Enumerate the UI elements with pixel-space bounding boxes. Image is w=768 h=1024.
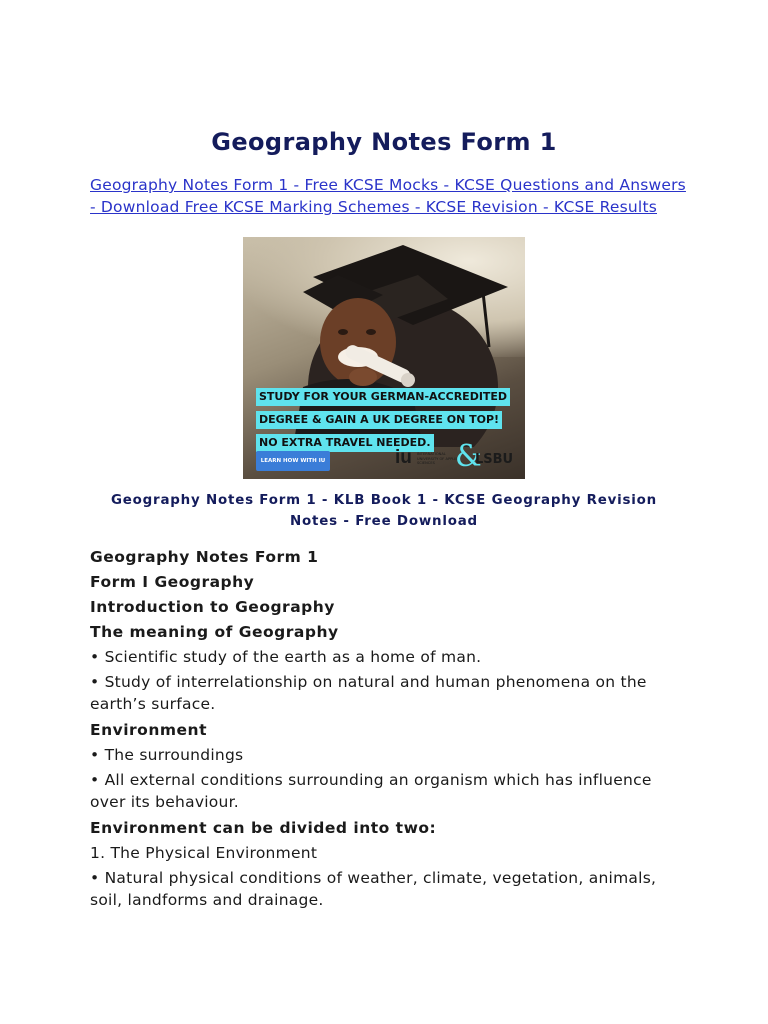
- ad-cta-button[interactable]: LEARN HOW WITH IU: [256, 451, 330, 471]
- ampersand-logo-mark: &: [455, 439, 482, 474]
- ad-tagline-line: NO EXTRA TRAVEL NEEDED.: [256, 434, 434, 452]
- bullet-paragraph: • Natural physical conditions of weather, climate, vegetation, animals, soil, landforms and drainage.: [90, 869, 657, 909]
- bullet-paragraph: • The surroundings: [90, 746, 244, 764]
- numbered-paragraph: 1. The Physical Environment: [90, 844, 318, 862]
- iu-logo: iu: [395, 447, 412, 468]
- section-heading: Environment: [90, 721, 207, 739]
- section-heading: Introduction to Geography: [90, 598, 335, 616]
- notes-content: [90, 545, 680, 914]
- ad-tagline-line: STUDY FOR YOUR GERMAN-ACCREDITED: [256, 388, 510, 406]
- bullet-paragraph: • Scientific study of the earth as a home of man.: [90, 648, 482, 666]
- bullet-paragraph: • All external conditions surrounding an organism which has influence over its behaviour.: [90, 771, 652, 811]
- iu-logo-subtitle: INTERNATIONAL UNIVERSITY OF APPLIED SCIENCES: [417, 452, 461, 466]
- page-title: Geography Notes Form 1: [211, 128, 557, 156]
- document-subtitle: Geography Notes Form 1 - KLB Book 1 - KCSE Geography Revision Notes - Free Download: [110, 493, 657, 529]
- section-heading: The meaning of Geography: [90, 623, 339, 641]
- section-heading: Environment can be divided into two:: [90, 819, 437, 837]
- ad-tagline-line: DEGREE & GAIN A UK DEGREE ON TOP!: [256, 411, 502, 429]
- bullet-paragraph: • Study of interrelationship on natural and human phenomena on the earth’s surface.: [90, 673, 647, 713]
- source-link[interactable]: Geography Notes Form 1 - Free KCSE Mocks - KCSE Questions and Answers - Download Free KCSE Marking Schemes - KCSE Revision - KCSE Results: [90, 176, 686, 216]
- section-heading: Form I Geography: [90, 573, 255, 591]
- lsbu-logo: LSBU: [475, 452, 514, 467]
- advertisement-banner[interactable]: [243, 237, 525, 479]
- section-heading: Geography Notes Form 1: [90, 548, 319, 566]
